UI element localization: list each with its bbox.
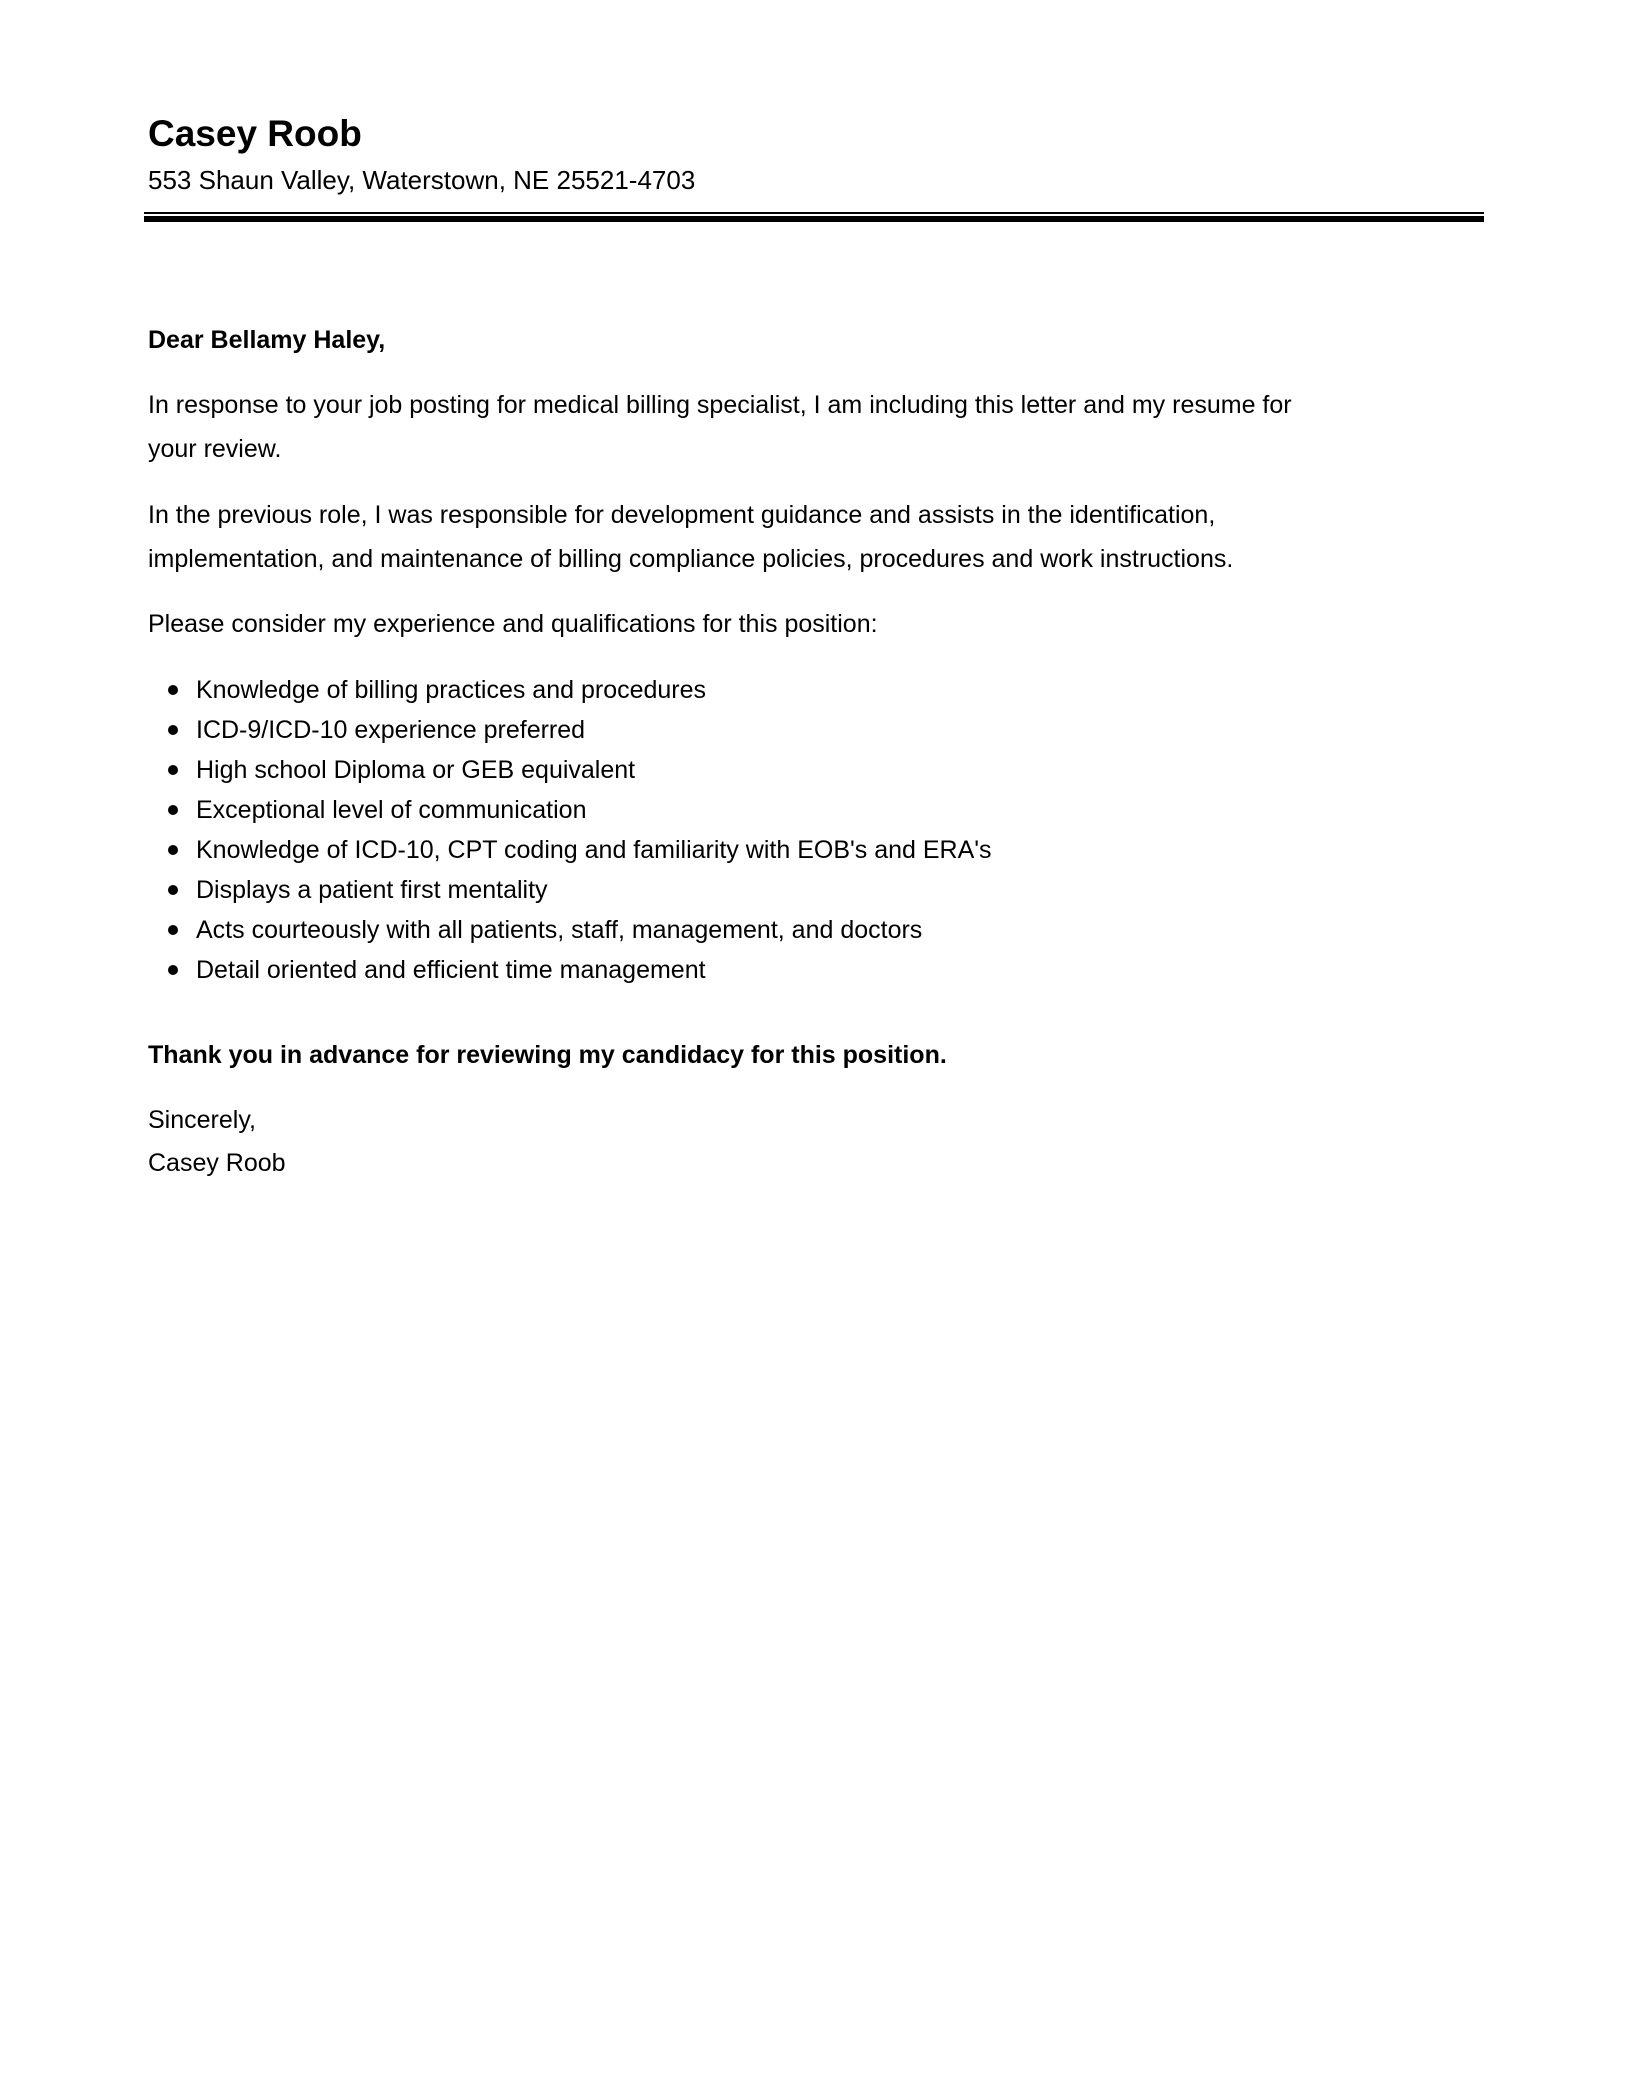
bullet-icon	[168, 965, 178, 975]
list-item	[148, 710, 992, 750]
list-item-text: Detail oriented and efficient time management	[196, 956, 706, 984]
paragraph-intro	[148, 383, 1292, 471]
list-item	[148, 910, 992, 950]
bullet-icon	[168, 925, 178, 935]
list-item-text: Acts courteously with all patients, staff, management, and doctors	[196, 916, 923, 944]
paragraph-line: your review.	[148, 435, 282, 463]
bullet-icon	[168, 845, 178, 855]
list-item	[148, 870, 992, 910]
paragraph-line: implementation, and maintenance of billing compliance policies, procedures and work instructions.	[148, 545, 1234, 573]
bullet-icon	[168, 805, 178, 815]
qualifications-list	[148, 670, 992, 990]
list-item-text: Exceptional level of communication	[196, 796, 587, 824]
list-item-text: High school Diploma or GEB equivalent	[196, 756, 636, 784]
sign-off: Sincerely,	[148, 1106, 256, 1134]
paragraph-experience	[148, 493, 1233, 581]
sender-name: Casey Roob	[148, 113, 362, 154]
list-item-text: Displays a patient first mentality	[196, 876, 548, 904]
list-item-text: ICD-9/ICD-10 experience preferred	[196, 716, 586, 744]
list-item	[148, 830, 992, 870]
list-item	[148, 670, 992, 710]
bullet-icon	[168, 885, 178, 895]
bullet-icon	[168, 725, 178, 735]
list-item	[148, 790, 992, 830]
bullet-icon	[168, 685, 178, 695]
list-item-text: Knowledge of ICD-10, CPT coding and familiarity with EOB's and ERA's	[196, 836, 992, 864]
closing-statement: Thank you in advance for reviewing my candidacy for this position.	[148, 1041, 947, 1069]
paragraph-line: In the previous role, I was responsible for development guidance and assists in the identification,	[148, 501, 1216, 529]
list-item	[148, 750, 992, 790]
header-divider	[144, 212, 1484, 223]
paragraph-line: In response to your job posting for medical billing specialist, I am including this letter and my resume for	[148, 391, 1292, 419]
list-item-text: Knowledge of billing practices and procedures	[196, 676, 707, 704]
qualifications-intro: Please consider my experience and qualifications for this position:	[148, 610, 878, 638]
salutation: Dear Bellamy Haley,	[148, 326, 386, 354]
signature: Casey Roob	[148, 1149, 286, 1177]
bullet-icon	[168, 765, 178, 775]
sender-address: 553 Shaun Valley, Waterstown, NE 25521-4703	[148, 165, 696, 195]
list-item	[148, 950, 992, 990]
